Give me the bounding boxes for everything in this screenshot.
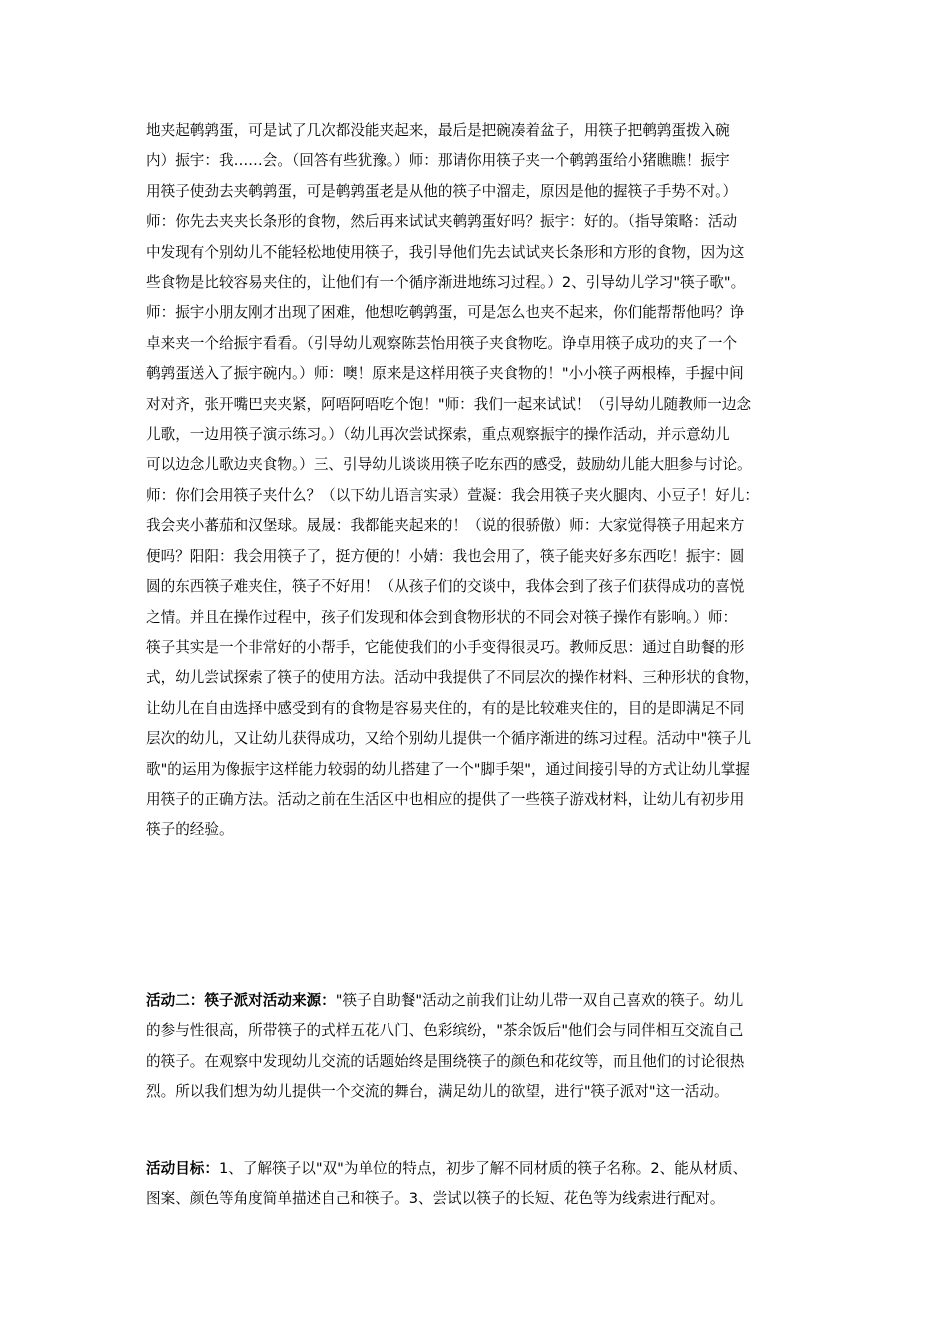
text-line: 地夹起鹌鹑蛋，可是试了几次都没能夹起来，最后是把碗凑着盆子，用筷子把鹌鹑蛋拨入碗	[146, 122, 730, 139]
text-line: 之情。并且在操作过程中，孩子们发现和体会到食物形状的不同会对筷子操作有影响。）师：	[146, 608, 738, 626]
text-line: 筷子的经验。	[146, 821, 234, 839]
paragraph-activity-one-continued	[146, 116, 806, 846]
text-line: 内）振宇：我……会。（回答有些犹豫。）师：那请你用筷子夹一个鹌鹑蛋给小猪瞧瞧！振宇	[146, 152, 730, 170]
section-heading-activity-two: 活动二：筷子派对活动来源：	[146, 992, 336, 1009]
text-line: 的参与性很高，所带筷子的式样五花八门、色彩缤纷，"茶余饭后"他们会与同伴相互交流自己	[146, 1022, 744, 1040]
text-line: 可以边念儿歌边夹食物。）三、引导幼儿谈谈用筷子吃东西的感受，鼓励幼儿能大胆参与讨论。	[146, 456, 752, 474]
paragraph-activity-two	[146, 986, 806, 1108]
text-run: 1、了解筷子以"双"为单位的特点，初步了解不同材质的筷子名称。2、能从材质、	[218, 1160, 748, 1177]
text-line: 歌"的运用为像振宇这样能力较弱的幼儿搭建了一个"脚手架"，通过间接引导的方式让幼儿掌握	[146, 760, 750, 778]
text-line: 中发现有个别幼儿不能轻松地使用筷子，我引导他们先去试试夹长条形和方形的食物，因为这	[146, 243, 745, 261]
text-line: 的筷子。在观察中发现幼儿交流的话题始终是围绕筷子的颜色和花纹等，而且他们的讨论很热	[146, 1052, 745, 1070]
text-line: 筷子其实是一个非常好的小帮手，它能使我们的小手变得很灵巧。教师反思：通过自助餐的形	[146, 638, 745, 656]
text-line: 用筷子使劲去夹鹌鹑蛋，可是鹌鹑蛋老是从他的筷子中溜走，原因是他的握筷子手势不对。）	[146, 182, 738, 200]
text-line: 对对齐，张开嘴巴夹夹紧，阿唔阿唔吃个饱！"师：我们一起来试试！（引导幼儿随教师一边念	[146, 395, 752, 413]
text-line: 烈。所以我们想为幼儿提供一个交流的舞台，满足幼儿的欲望，进行"筷子派对"这一活动。	[146, 1083, 729, 1101]
section-heading-goals: 活动目标：	[146, 1160, 219, 1177]
text-line: 师：你先去夹夹长条形的食物，然后再来试试夹鹌鹑蛋好吗？振宇：好的。（指导策略：活动	[146, 213, 738, 231]
text-line: 便吗？阳阳：我会用筷子了，挺方便的！小婧：我也会用了，筷子能夹好多东西吃！振宇：圆	[146, 547, 745, 565]
paragraph-activity-goals	[146, 1154, 806, 1215]
text-line: 卓来夹一个给振宇看看。（引导幼儿观察陈芸怡用筷子夹食物吃。诤卓用筷子成功的夹了一个	[146, 334, 738, 352]
text-line: 让幼儿在自由选择中感受到有的食物是容易夹住的，有的是比较难夹住的，目的是即满足不同	[146, 699, 745, 717]
text-run: "筷子自助餐"活动之前我们让幼儿带一双自己喜欢的筷子。幼儿	[335, 992, 744, 1009]
text-line: 些食物是比较容易夹住的，让他们有一个循序渐进地练习过程。）2、引导幼儿学习"筷子歌"。	[146, 274, 746, 292]
text-line	[146, 1154, 806, 1184]
text-line: 师：你们会用筷子夹什么？（以下幼儿语言实录）萱凝：我会用筷子夹火腿肉、小豆子！好儿：	[146, 486, 759, 504]
text-line: 圆的东西筷子难夹住，筷子不好用！（从孩子们的交谈中，我体会到了孩子们获得成功的喜悦	[146, 578, 745, 596]
text-line: 鹌鹑蛋送入了振宇碗内。）师：噢！原来是这样用筷子夹食物的！"小小筷子两根棒，手握中间	[146, 365, 744, 383]
text-line: 式，幼儿尝试探索了筷子的使用方法。活动中我提供了不同层次的操作材料、三种形状的食物，	[146, 669, 759, 687]
text-line: 我会夹小蕃茄和汉堡球。晟晟：我都能夹起来的！（说的很骄傲）师：大家觉得筷子用起来方	[146, 517, 745, 535]
text-line: 师：振宇小朋友刚才出现了困难，他想吃鹌鹑蛋，可是怎么也夹不起来，你们能帮帮他吗？诤	[146, 304, 745, 322]
text-line: 儿歌，一边用筷子演示练习。）（幼儿再次尝试探索，重点观察振宇的操作活动，并示意幼儿	[146, 426, 730, 444]
text-line: 用筷子的正确方法。活动之前在生活区中也相应的提供了一些筷子游戏材料，让幼儿有初步用	[146, 790, 745, 808]
text-line: 图案、颜色等角度简单描述自己和筷子。3、尝试以筷子的长短、花色等为线索进行配对。	[146, 1190, 725, 1208]
text-line: 层次的幼儿，又让幼儿获得成功，又给个别幼儿提供一个循序渐进的练习过程。活动中"筷子儿	[146, 730, 752, 748]
text-line	[146, 986, 806, 1016]
